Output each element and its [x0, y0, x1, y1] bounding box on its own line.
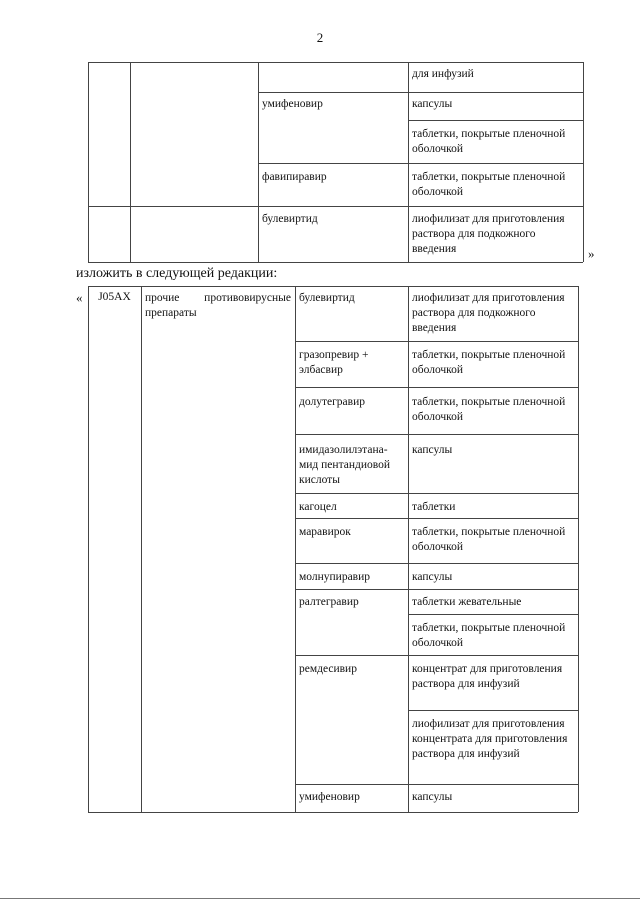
closing-quote: »	[588, 246, 595, 261]
opening-quote: «	[76, 290, 83, 305]
old-form-cell: лиофилизат для приготовления раствора для подкожного введения	[412, 213, 565, 255]
form-cell: концентрат для приготовления раствора для инфузий	[412, 663, 563, 690]
drug-cell: ралтегравир	[299, 596, 359, 608]
drug-cell: долутегравир	[299, 396, 365, 408]
form-cell: лиофилизат для приготовления концентрата для приготовления раствора для инфузий	[412, 718, 568, 760]
form-cell: таблетки	[412, 501, 456, 513]
drug-cell: кагоцел	[299, 501, 337, 513]
form-cell: лиофилизат для приготовления раствора для подкожного введения	[412, 292, 565, 334]
old-form-cell: капсулы	[412, 98, 453, 110]
old-form-cell: таблетки, покрытые пленочной оболочкой	[412, 128, 566, 155]
old-form-cell: для инфузий	[412, 68, 474, 80]
form-cell: таблетки, покрытые пленочной оболочкой	[412, 526, 566, 553]
old-drug-cell: умифеновир	[262, 98, 323, 110]
form-cell: капсулы	[412, 791, 453, 803]
form-cell: капсулы	[412, 571, 453, 583]
form-cell: таблетки, покрытые пленочной оболочкой	[412, 349, 566, 376]
old-drug-cell: фавипиравир	[262, 171, 327, 183]
drug-cell: гразопревир + элбасвир	[299, 349, 369, 376]
drug-cell: молнупиравир	[299, 571, 371, 583]
drug-cell: имидазолилэтана-мид пентандиовой кислоты	[299, 444, 391, 486]
old-form-cell: таблетки, покрытые пленочной оболочкой	[412, 171, 566, 198]
drug-cell: маравирок	[299, 526, 351, 538]
intro-text: изложить в следующей редакции:	[76, 266, 278, 281]
drug-cell: ремдесивир	[299, 663, 357, 675]
atc-code-cell: J05AX	[98, 291, 131, 303]
page-bottom-rule	[0, 898, 640, 899]
page-number: 2	[316, 30, 324, 45]
form-cell: таблетки, покрытые пленочной оболочкой	[412, 396, 566, 423]
old-drug-cell: булевиртид	[262, 213, 318, 225]
drug-cell: умифеновир	[299, 791, 360, 803]
form-cell: таблетки, покрытые пленочной оболочкой	[412, 622, 566, 649]
form-cell: таблетки жевательные	[412, 596, 522, 608]
form-cell: капсулы	[412, 444, 453, 456]
drug-cell: булевиртид	[299, 292, 355, 304]
group-name-cell: прочие противовирусные препараты	[145, 292, 291, 319]
